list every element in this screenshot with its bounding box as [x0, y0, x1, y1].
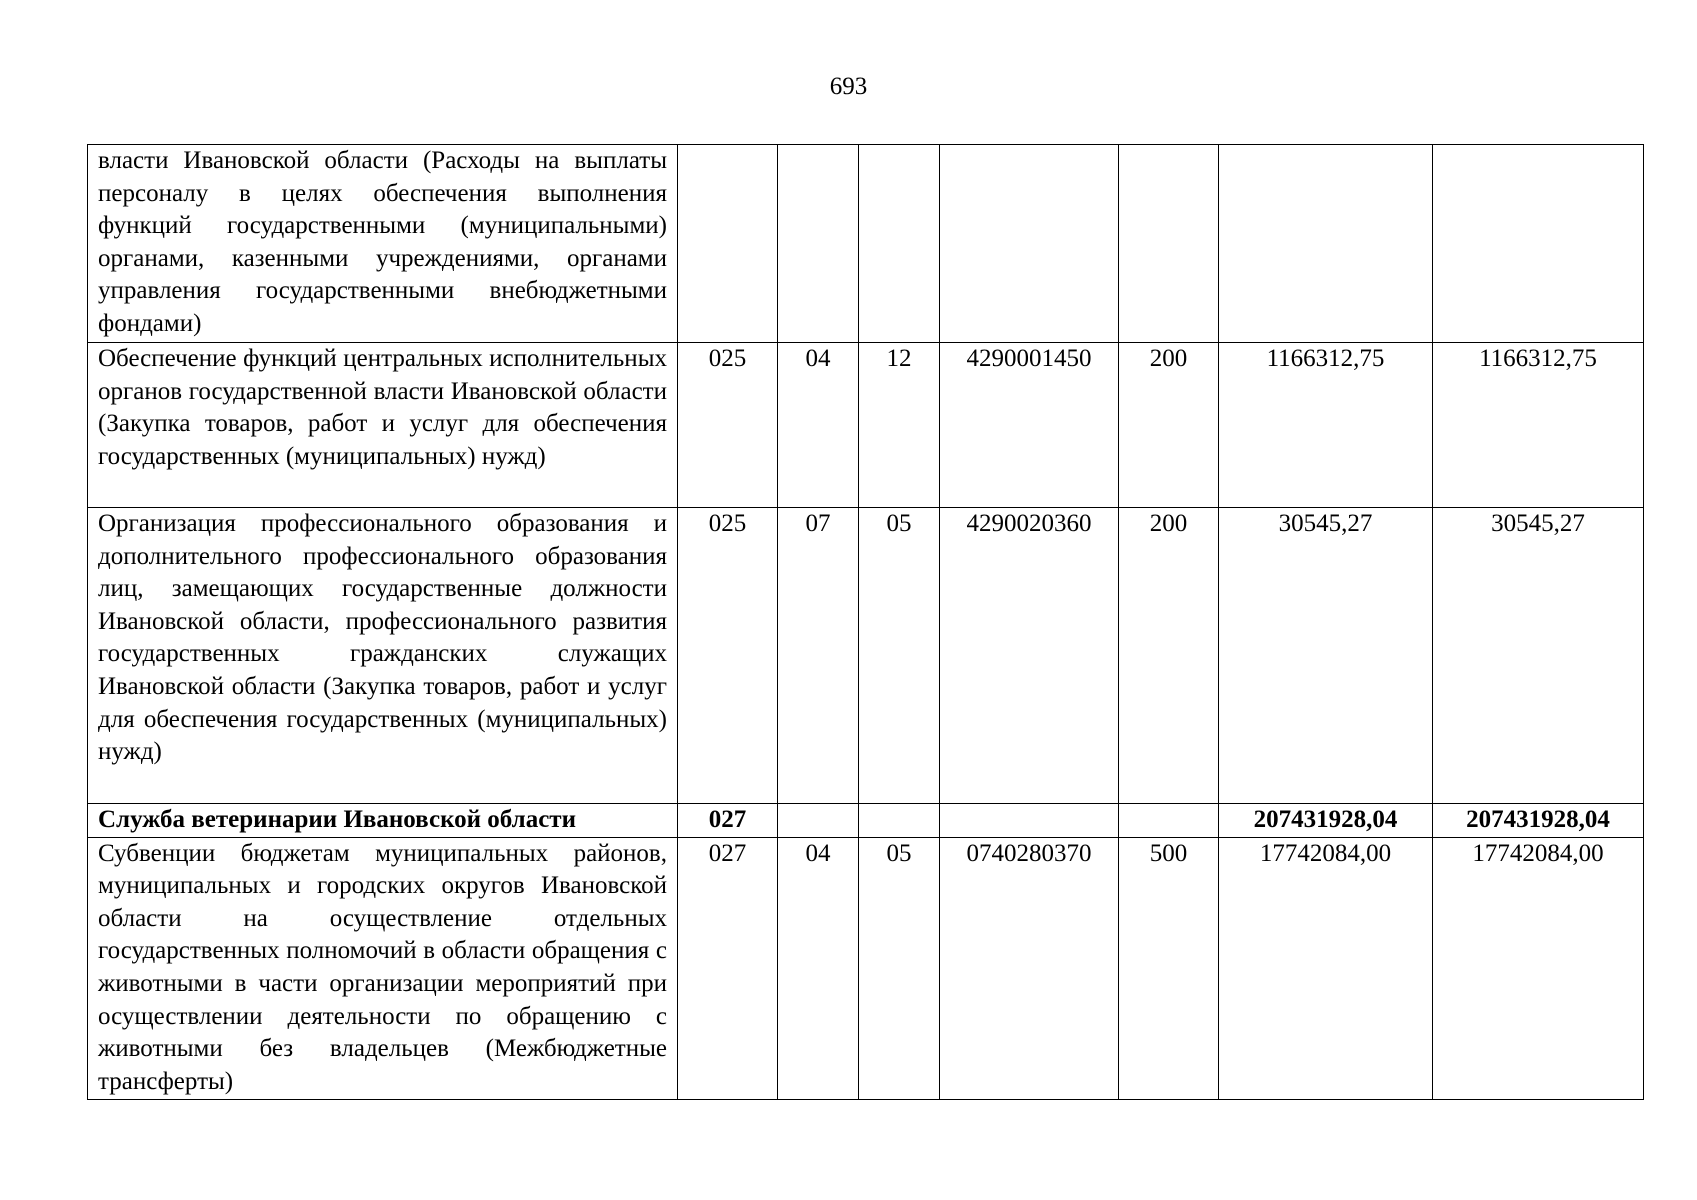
row-description: Обеспечение функций центральных исполнительных органов государственной власти Ивановской области (Закупка товаров, работ и услуг для обеспечения государственных (муниципальных) нужд): [88, 343, 678, 508]
target-article-code: [940, 804, 1119, 838]
table-row: [88, 508, 1644, 804]
row-description: Служба ветеринарии Ивановской области: [88, 804, 678, 838]
expense-type-code: 200: [1119, 343, 1219, 508]
amount-1: [1219, 145, 1433, 343]
amount-1: 30545,27: [1219, 508, 1433, 804]
section-code: 04: [778, 837, 859, 1099]
expense-type-code: 500: [1119, 837, 1219, 1099]
amount-2: 17742084,00: [1433, 837, 1644, 1099]
table-row: [88, 804, 1644, 838]
target-article-code: 0740280370: [940, 837, 1119, 1099]
table-row: [88, 343, 1644, 508]
ministry-code: 027: [678, 804, 778, 838]
expense-type-code: 200: [1119, 508, 1219, 804]
table-row: [88, 837, 1644, 1099]
amount-2: 30545,27: [1433, 508, 1644, 804]
section-code: 07: [778, 508, 859, 804]
subsection-code: 05: [859, 508, 940, 804]
section-code: [778, 145, 859, 343]
section-code: [778, 804, 859, 838]
subsection-code: [859, 804, 940, 838]
amount-1: 1166312,75: [1219, 343, 1433, 508]
row-description: Субвенции бюджетам муниципальных районов, муниципальных и городских округов Ивановской области на осуществление отдельных государственных полномочий в области обращения с животными в части организации мероприятий при осуществлении деятельности по обращению с животными без владельцев (Межбюджетные трансферты): [88, 837, 678, 1099]
target-article-code: 4290001450: [940, 343, 1119, 508]
table-row: [88, 145, 1644, 343]
row-description: власти Ивановской области (Расходы на выплаты персоналу в целях обеспечения выполнения функций государственными (муниципальными) органами, казенными учреждениями, органами управления государственными внебюджетными фондами): [88, 145, 678, 343]
ministry-code: 027: [678, 837, 778, 1099]
ministry-code: 025: [678, 343, 778, 508]
ministry-code: 025: [678, 508, 778, 804]
amount-1: 17742084,00: [1219, 837, 1433, 1099]
amount-1: 207431928,04: [1219, 804, 1433, 838]
ministry-code: [678, 145, 778, 343]
subsection-code: 05: [859, 837, 940, 1099]
amount-2: [1433, 145, 1644, 343]
amount-2: 207431928,04: [1433, 804, 1644, 838]
budget-table: [87, 144, 1644, 1100]
subsection-code: 12: [859, 343, 940, 508]
section-code: 04: [778, 343, 859, 508]
row-description: Организация профессионального образования и дополнительного профессионального образования лиц, замещающих государственные должности Ивановской области, профессионального развития государственных гражданских служащих Ивановской области (Закупка товаров, работ и услуг для обеспечения государственных (муниципальных) нужд): [88, 508, 678, 804]
expense-type-code: [1119, 804, 1219, 838]
page-number: 693: [829, 73, 868, 100]
amount-2: 1166312,75: [1433, 343, 1644, 508]
target-article-code: 4290020360: [940, 508, 1119, 804]
expense-type-code: [1119, 145, 1219, 343]
subsection-code: [859, 145, 940, 343]
target-article-code: [940, 145, 1119, 343]
